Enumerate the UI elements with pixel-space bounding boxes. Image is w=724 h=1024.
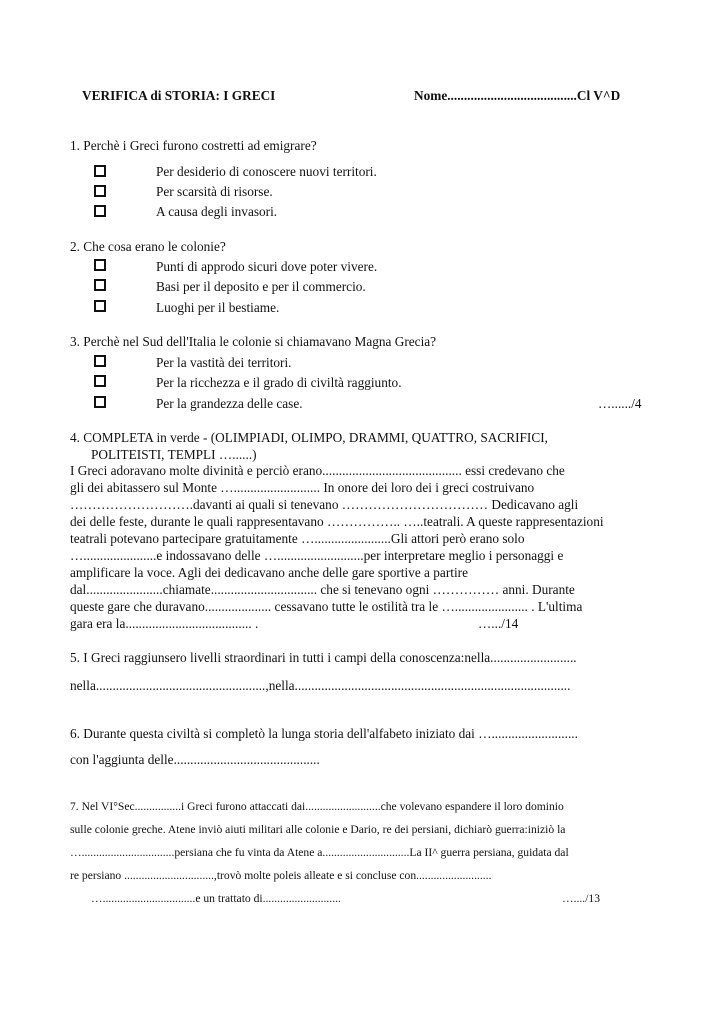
question-5-line2: nella...................................................,nella................................................................................... [70, 678, 571, 693]
checkbox-icon[interactable] [94, 205, 106, 217]
option-label: Luoghi per il bestiame. [156, 300, 280, 315]
question-4-heading-cont: POLITEISTI, TEMPLI …......) [91, 447, 257, 462]
option-label: Per la ricchezza e il grado di civiltà raggiunto. [156, 375, 402, 390]
checkbox-icon[interactable] [94, 165, 106, 177]
option-label: Basi per il deposito e per il commercio. [156, 279, 366, 294]
score-q3: …....../4 [598, 396, 642, 411]
option-label: Punti di approdo sicuri dove poter vivere. [156, 259, 378, 274]
checkbox-icon[interactable] [94, 396, 106, 408]
option-label: Per scarsità di risorse. [156, 184, 273, 199]
checkbox-icon[interactable] [94, 355, 106, 367]
checkbox-icon[interactable] [94, 259, 106, 271]
option-label: Per la vastità dei territori. [156, 355, 292, 370]
fill-line: I Greci adoravano molte divinità e perciò erano.......................................... essi credevano che [70, 463, 565, 478]
question-7-line: …................................persiana che fu vinta da Atene a..............................La II^ guerra persiana, guidata dal [70, 846, 569, 859]
test-title: VERIFICA di STORIA: I GRECI [82, 88, 276, 103]
score-q7: …..../13 [562, 892, 601, 905]
question-6-line1: 6. Durante questa civiltà si completò la lunga storia dell'alfabeto iniziato dai ….......................... [70, 726, 578, 741]
option-label: Per la grandezza delle case. [156, 396, 303, 411]
fill-line: teatrali potevano partecipare gratuitamente ….......................Gli attori però erano solo [70, 531, 525, 546]
option-label: Per desiderio di conoscere nuovi territori. [156, 164, 377, 179]
fill-line: queste gare che duravano.................... cessavano tutte le ostilità tra le …...................... . L'ultima [70, 599, 583, 614]
question-7-line: 7. Nel VI°Sec................i Greci furono attaccati dai..........................che volevano espandere il loro dominio [70, 800, 564, 813]
fill-line: amplificare la voce. Agli dei dedicavano anche delle gare sportive a partire [70, 565, 468, 580]
question-7-line: …................................e un trattato di........................... [91, 892, 341, 905]
score-q4: ….../14 [478, 616, 519, 631]
fill-line: gara era la...................................... . [70, 616, 259, 631]
question-1: 1. Perchè i Greci furono costretti ad emigrare? [70, 138, 317, 153]
checkbox-icon[interactable] [94, 300, 106, 312]
fill-line: dal.......................chiamate................................ che si tenevano ogni …………… anni. Durante [70, 582, 575, 597]
fill-line: ……………………….davanti ai quali si tenevano …………………………… Dedicavano agli [70, 497, 579, 512]
checkbox-icon[interactable] [94, 279, 106, 291]
question-5-line1: 5. I Greci raggiunsero livelli straordinari in tutti i campi della conoscenza:nella.......................... [70, 650, 577, 665]
question-7-line: re persiano ...............................,trovò molte poleis alleate e si concluse con.......................... [70, 869, 492, 882]
question-3: 3. Perchè nel Sud dell'Italia le colonie si chiamavano Magna Grecia? [70, 334, 437, 349]
question-2: 2. Che cosa erano le colonie? [70, 239, 226, 254]
question-6-line2: con l'aggiunta delle............................................ [70, 752, 320, 767]
checkbox-icon[interactable] [94, 185, 106, 197]
option-label: A causa degli invasori. [156, 204, 278, 219]
fill-line: dei delle feste, durante le quali rappresentavano …………….. …..teatrali. A queste rappresentazioni [70, 514, 604, 529]
name-class-field[interactable]: Nome.......................................Cl V^D [414, 88, 621, 103]
fill-line: gli dei abitassero sul Monte ….......................... In onore dei loro dei i greci costruivano [70, 480, 535, 495]
question-4-heading: 4. COMPLETA in verde - (OLIMPIADI, OLIMPO, DRAMMI, QUATTRO, SACRIFICI, [70, 430, 548, 445]
question-7-line: sulle colonie greche. Atene inviò aiuti militari alle colonie e Dario, re dei persiani, dichiarò guerra:iniziò la [70, 823, 566, 836]
fill-line: …......................e indossavano delle …..........................per interpretare meglio i personaggi e [70, 548, 564, 563]
checkbox-icon[interactable] [94, 375, 106, 387]
